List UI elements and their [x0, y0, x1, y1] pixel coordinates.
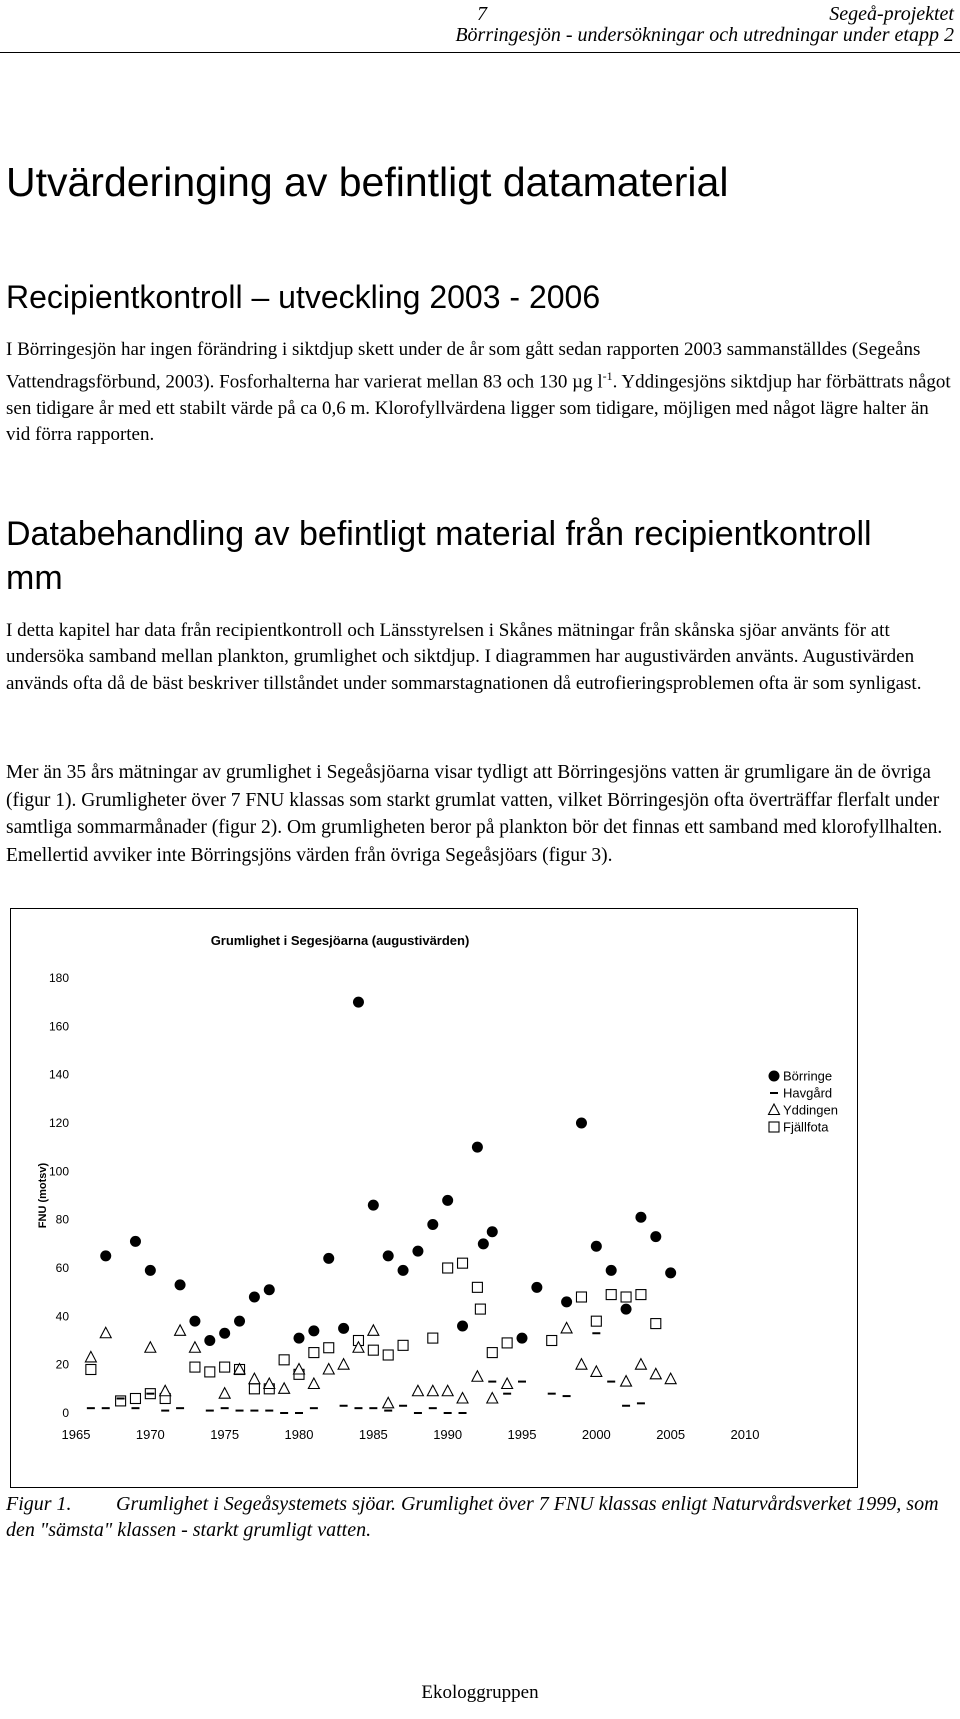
section1-heading: Recipientkontroll – utveckling 2003 - 2006 [6, 279, 601, 315]
x-tick-label: 2010 [730, 1427, 760, 1442]
x-tick-label: 1970 [135, 1427, 165, 1442]
legend-entry: Yddingen [783, 1102, 838, 1118]
data-point-fj-llfota [443, 1263, 453, 1273]
section2-paragraph-1: I detta kapitel har data från recipientkontroll och Länsstyrelsen i Skånes mätningar från skånska sjöar använts för att undersöka samband mellan plankton, grumlighet och siktdjup. I diagrammen har augustivärden använts. Augustivärden används ofta då de bäst beskriver tillståndet under sommarstagnationen då eutrofieringsproblemen ofta är som synligast. [6, 620, 922, 694]
data-point-b-rringe [398, 1265, 409, 1276]
caption-label: Figur 1. [6, 1493, 72, 1515]
project-name: Segeå-projektet [829, 3, 954, 25]
data-point-yddingen [472, 1371, 483, 1382]
data-point-yddingen [160, 1385, 171, 1396]
y-tick-label: 0 [62, 1406, 69, 1420]
data-point-yddingen [308, 1378, 319, 1389]
legend-marker [769, 1104, 780, 1115]
data-point-yddingen [323, 1364, 334, 1375]
section2-paragraph-2: Mer än 35 års mätningar av grumlighet i Segeåsjöarna visar tydligt att Börringesjöns vatten är grumligare än de övriga (figur 1). Grumligheter över 7 FNU klassas som starkt grumlat vatten, vilket Börringesjön ofta överträffar flerfalt under samtliga sommarmånader (figur 2). Om grumligheten beror på plankton bör det finnas ett samband med klorofyllhalten. Emellertid avviker inte Börringsjöns värden från övriga Segeåsjöars (figur 3). [6, 762, 943, 866]
data-point-fj-llfota [576, 1292, 586, 1302]
data-point-yddingen [368, 1325, 379, 1336]
data-point-fj-llfota [368, 1345, 378, 1355]
data-point-b-rringe [204, 1335, 215, 1346]
data-point-b-rringe [621, 1304, 632, 1315]
data-point-yddingen [338, 1359, 349, 1370]
page-footer: Ekologgruppen [421, 1682, 539, 1703]
data-point-fj-llfota [475, 1304, 485, 1314]
y-tick-label: 120 [48, 1116, 69, 1130]
data-point-yddingen [635, 1359, 646, 1370]
data-point-b-rringe [561, 1296, 572, 1307]
data-point-b-rringe [145, 1265, 156, 1276]
main-title: Utvärderinging av befintligt datamaterial [6, 159, 729, 205]
data-point-fj-llfota [190, 1362, 200, 1372]
data-point-fj-llfota [130, 1394, 140, 1404]
data-point-yddingen [591, 1366, 602, 1377]
y-tick-label: 160 [48, 1019, 69, 1034]
data-point-fj-llfota [621, 1292, 631, 1302]
data-point-b-rringe [517, 1333, 528, 1344]
y-tick-label: 40 [55, 1309, 69, 1324]
y-tick-label: 60 [55, 1261, 69, 1275]
data-point-b-rringe [383, 1250, 394, 1261]
data-point-yddingen [665, 1373, 676, 1384]
y-tick-label: 180 [48, 971, 69, 985]
x-tick-label: 2005 [656, 1427, 686, 1442]
x-tick-label: 2000 [581, 1427, 611, 1442]
data-point-yddingen [175, 1325, 186, 1336]
data-point-fj-llfota [458, 1258, 468, 1268]
legend-marker [769, 1071, 780, 1082]
y-axis-label: FNU (motsv) [37, 1162, 49, 1229]
data-point-fj-llfota [428, 1333, 438, 1343]
data-point-fj-llfota [220, 1362, 230, 1372]
data-point-fj-llfota [309, 1348, 319, 1358]
data-point-yddingen [576, 1359, 587, 1370]
data-point-yddingen [294, 1364, 305, 1375]
legend-entry: Havgård [783, 1085, 833, 1101]
data-point-yddingen [621, 1376, 632, 1387]
data-point-yddingen [264, 1378, 275, 1389]
data-point-b-rringe [591, 1241, 602, 1252]
x-tick-label: 1995 [507, 1427, 537, 1442]
data-point-fj-llfota [591, 1316, 601, 1326]
data-point-b-rringe [576, 1118, 587, 1129]
y-tick-label: 140 [48, 1067, 69, 1082]
data-point-b-rringe [294, 1333, 305, 1344]
data-point-b-rringe [368, 1200, 379, 1211]
data-point-yddingen [100, 1327, 111, 1338]
chart-canvas [11, 909, 859, 1489]
data-point-b-rringe [264, 1284, 275, 1295]
y-tick-label: 80 [55, 1212, 69, 1227]
data-point-yddingen [457, 1393, 468, 1404]
chart-title: Grumlighet i Segesjöarna (augustivärden) [210, 933, 470, 948]
section1-text-b: . Yddingesjöns siktdjup har förbättrats något sen tidigare år med ett stabilt värde på ca 0,6 m. Klorofyllvärdena ligger som tidigare, möjligen med något lägre halter än vid förra rapporten. [6, 371, 951, 446]
data-point-b-rringe [665, 1267, 676, 1278]
x-tick-label: 1985 [358, 1427, 388, 1442]
header-subtitle: Börringesjön - undersökningar och utredningar under etapp 2 [455, 24, 954, 46]
data-point-fj-llfota [383, 1350, 393, 1360]
page-number: 7 [477, 3, 487, 25]
data-point-fj-llfota [502, 1338, 512, 1348]
data-point-b-rringe [100, 1250, 111, 1261]
data-point-yddingen [427, 1385, 438, 1396]
data-point-yddingen [249, 1373, 260, 1384]
data-point-yddingen [279, 1383, 290, 1394]
data-point-fj-llfota [487, 1348, 497, 1358]
unit-superscript: -1 [602, 369, 613, 384]
data-point-yddingen [189, 1342, 200, 1353]
figure-1-chart [10, 908, 858, 1488]
data-point-b-rringe [650, 1231, 661, 1242]
x-tick-label: 1990 [433, 1427, 463, 1442]
x-tick-label: 1975 [210, 1427, 240, 1442]
data-point-b-rringe [487, 1226, 498, 1237]
data-point-b-rringe [412, 1246, 423, 1257]
data-point-b-rringe [353, 997, 364, 1008]
data-point-fj-llfota [324, 1343, 334, 1353]
data-point-b-rringe [189, 1316, 200, 1327]
data-point-fj-llfota [651, 1319, 661, 1329]
data-point-fj-llfota [249, 1384, 259, 1394]
section1-text-a: I Börringesjön har ingen förändring i siktdjup skett under de år som gått sedan rapporten 2003 sammanställdes (Segeåns Vattendragsförbund, 2003). Fosforhalterna har varierat mellan 83 och 130 µg l [6, 339, 921, 393]
data-point-b-rringe [308, 1325, 319, 1336]
page-header [0, 0, 960, 62]
legend-marker [769, 1122, 779, 1132]
data-point-fj-llfota [116, 1396, 126, 1406]
data-point-b-rringe [457, 1321, 468, 1332]
data-point-b-rringe [635, 1212, 646, 1223]
data-point-fj-llfota [606, 1290, 616, 1300]
data-point-fj-llfota [636, 1290, 646, 1300]
data-point-b-rringe [478, 1238, 489, 1249]
data-point-b-rringe [531, 1282, 542, 1293]
legend-entry: Börringe [783, 1068, 833, 1084]
data-point-b-rringe [219, 1328, 230, 1339]
data-point-fj-llfota [86, 1365, 96, 1375]
data-point-b-rringe [472, 1142, 483, 1153]
section1-paragraph [6, 337, 956, 449]
y-tick-label: 100 [48, 1164, 69, 1179]
x-tick-label: 1965 [61, 1427, 91, 1442]
y-tick-label: 20 [55, 1357, 69, 1372]
section2-heading: Databehandling av befintligt material från recipientkontroll mm [6, 515, 872, 597]
data-point-yddingen [442, 1385, 453, 1396]
data-point-b-rringe [249, 1292, 260, 1303]
data-point-b-rringe [234, 1316, 245, 1327]
data-point-fj-llfota [279, 1355, 289, 1365]
data-point-fj-llfota [398, 1340, 408, 1350]
data-point-fj-llfota [472, 1282, 482, 1292]
data-point-yddingen [85, 1351, 96, 1362]
data-point-yddingen [487, 1393, 498, 1404]
data-point-yddingen [383, 1397, 394, 1408]
data-point-b-rringe [175, 1279, 186, 1290]
data-point-fj-llfota [205, 1367, 215, 1377]
data-point-yddingen [561, 1322, 572, 1333]
data-point-fj-llfota [547, 1336, 557, 1346]
data-point-b-rringe [606, 1265, 617, 1276]
data-point-b-rringe [130, 1236, 141, 1247]
data-point-yddingen [145, 1342, 156, 1353]
data-point-b-rringe [442, 1195, 453, 1206]
legend-entry: Fjällfota [783, 1119, 829, 1135]
data-point-yddingen [650, 1368, 661, 1379]
data-point-yddingen [502, 1378, 513, 1389]
data-point-yddingen [412, 1385, 423, 1396]
header-rule [0, 52, 960, 53]
figure-caption [6, 1491, 946, 1543]
x-tick-label: 1980 [284, 1427, 314, 1442]
data-point-b-rringe [427, 1219, 438, 1230]
data-point-b-rringe [338, 1323, 349, 1334]
data-point-yddingen [219, 1388, 230, 1399]
data-point-b-rringe [323, 1253, 334, 1264]
caption-text: Grumlighet i Segeåsystemets sjöar. Grumlighet över 7 FNU klassas enligt Naturvårdsverket 1999, som den "sämsta" klassen - starkt grumligt vatten. [6, 1493, 939, 1541]
